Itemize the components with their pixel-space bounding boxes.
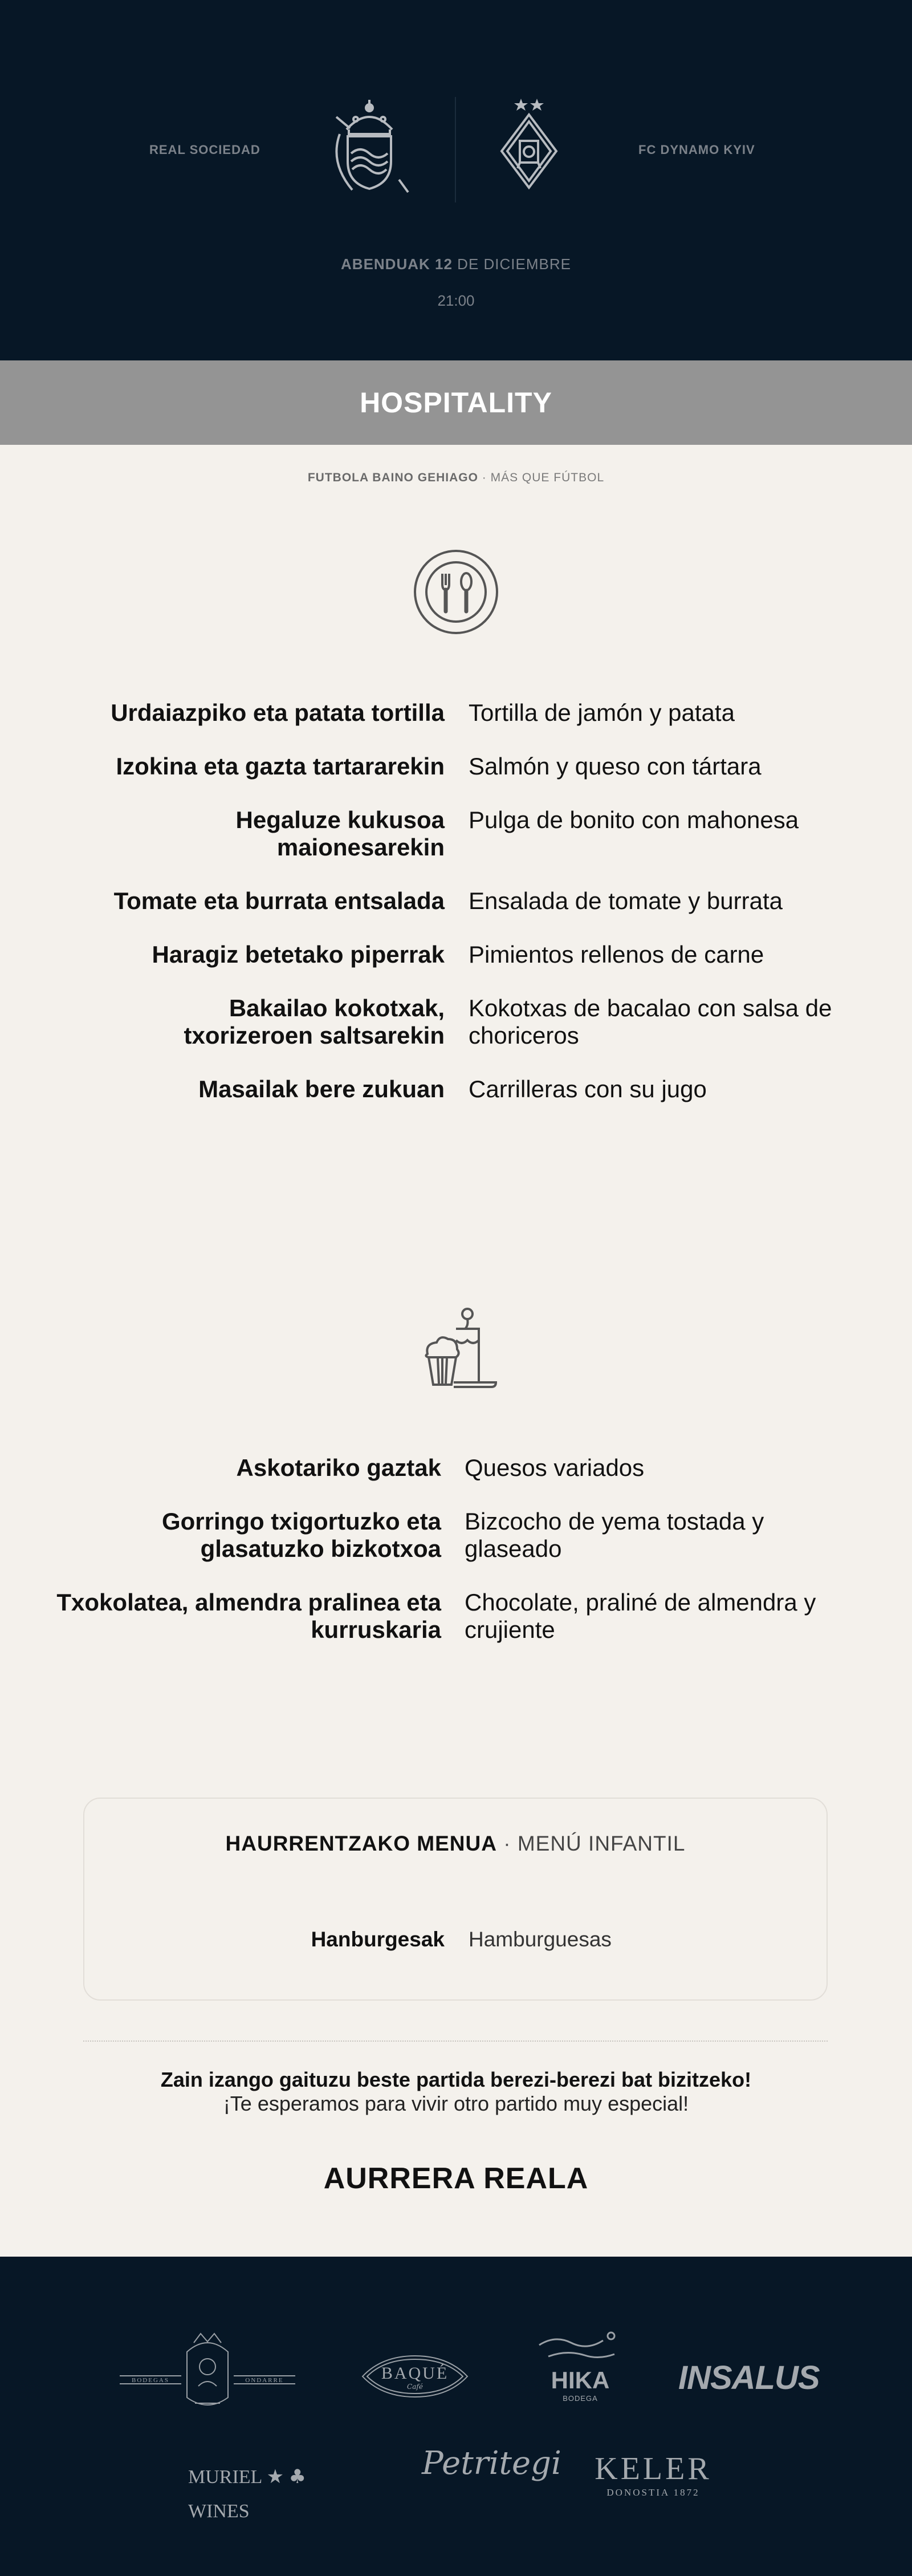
menu-item-es: Quesos variados	[465, 1454, 645, 1481]
menu-item-eu: Txokolatea, almendra pralinea eta kurruskaria	[56, 1589, 441, 1643]
menu-item-es: Chocolate, praliné de almendra y crujiente	[465, 1589, 816, 1643]
keler-text: KELER	[595, 2451, 712, 2486]
tagline-separator: ·	[482, 471, 487, 484]
closing-eu: Zain izango gaituzu beste partida berezi-berezi bat bizitzeko!	[160, 2068, 752, 2091]
kids-menu-title	[84, 1832, 826, 1856]
menu-item-eu: Hegaluze kukusoa maionesarekin	[235, 806, 445, 861]
menu-item-es: Ensalada de tomate y burrata	[469, 887, 783, 914]
insalus-logo: INSALUS	[678, 2359, 820, 2396]
match-date-es: DE DICIEMBRE	[457, 255, 571, 273]
hospitality-banner	[0, 360, 912, 445]
ondarre-right-text: ONDARRE	[245, 2377, 284, 2384]
muriel-wines-logo	[188, 2460, 359, 2522]
banner-title: HOSPITALITY	[360, 387, 552, 419]
menu-item-es: Salmón y queso con tártara	[469, 753, 762, 780]
muriel-text: MURIEL	[188, 2467, 262, 2488]
grape-icon: ♣	[288, 2465, 307, 2488]
menu-item-eu: Gorringo txigortuzko eta glasatuzko bizkotxoa	[161, 1508, 441, 1562]
kids-menu-separator: ·	[503, 1832, 511, 1855]
hika-text: HIKA	[551, 2367, 610, 2394]
home-team-name: REAL SOCIEDAD	[149, 143, 260, 157]
star-icon: ★	[266, 2465, 284, 2488]
menu-item-eu: Tomate eta burrata entsalada	[113, 887, 445, 914]
away-team-name: FC DYNAMO KYIV	[638, 143, 755, 157]
menu-item-es: Bizcocho de yema tostada y glaseado	[465, 1508, 764, 1562]
petritegi-logo: Petritegi	[422, 2445, 561, 2482]
keler-sub-text: DONOSTIA 1872	[606, 2487, 700, 2498]
kids-menu-title-es: MENÚ INFANTIL	[517, 1832, 686, 1855]
ondarre-left-text: BODEGAS	[132, 2377, 169, 2384]
kids-item-es: Hamburguesas	[469, 1928, 612, 1951]
keler-logo	[585, 2453, 722, 2502]
baque-text: BAQUÉ	[381, 2364, 449, 2383]
match-header	[0, 0, 912, 360]
baque-cafe-logo	[359, 2354, 471, 2399]
menu-item-eu: Askotariko gaztak	[236, 1454, 441, 1481]
menu-item-es: Kokotxas de bacalao con salsa de choriceros	[469, 995, 832, 1049]
menu-item-eu: Masailak bere zukuan	[198, 1076, 445, 1102]
menu-item-es: Carrilleras con su jugo	[469, 1076, 707, 1102]
hika-bodega-logo	[535, 2329, 626, 2409]
kids-menu-box	[83, 1798, 828, 2001]
menu-item-eu: Urdaiazpiko eta patata tortilla	[111, 699, 445, 726]
menu-item-eu: Izokina eta gazta tartararekin	[116, 753, 445, 780]
real-sociedad-crest-icon	[324, 94, 415, 197]
menu-item-es: Pulga de bonito con mahonesa	[469, 806, 799, 833]
match-date	[0, 255, 912, 273]
dessert-icon	[420, 1306, 499, 1397]
tagline-eu: FUTBOLA BAINO GEHIAGO	[307, 471, 478, 484]
match-date-eu: ABENDUAK 12	[341, 255, 453, 273]
tagline	[0, 471, 912, 485]
dotted-divider	[83, 2040, 828, 2042]
wines-text: WINES	[188, 2501, 250, 2522]
tagline-es: MÁS QUE FÚTBOL	[490, 471, 605, 484]
menu-item-eu: Bakailao kokotxak, txorizeroen saltsarekin	[184, 995, 445, 1049]
match-time: 21:00	[437, 292, 475, 309]
sponsors-footer	[0, 2257, 912, 2576]
baque-sub-text: Café	[407, 2383, 423, 2391]
hika-sub-text: BODEGA	[563, 2394, 598, 2403]
menu-item-es: Tortilla de jamón y patata	[469, 699, 735, 726]
header-divider	[455, 97, 456, 202]
menu-item-eu: Haragiz betetako piperrak	[152, 941, 445, 968]
kids-item-eu: Hanburgesak	[311, 1928, 445, 1951]
closing-es: ¡Te esperamos para vivir otro partido muy especial!	[223, 2092, 689, 2115]
bodegas-ondarre-logo	[119, 2329, 296, 2415]
motto: AURRERA REALA	[323, 2162, 589, 2195]
kids-menu-title-eu: HAURRENTZAKO MENUA	[225, 1832, 497, 1855]
dynamo-kyiv-crest-icon	[495, 94, 563, 197]
menu-item-es: Pimientos rellenos de carne	[469, 941, 764, 968]
cutlery-icon	[413, 549, 499, 635]
